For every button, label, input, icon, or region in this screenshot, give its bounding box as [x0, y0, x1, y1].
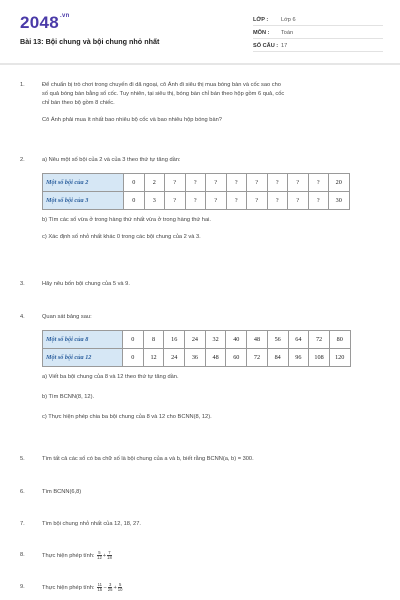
question-7	[20, 520, 380, 529]
table-cell: 48	[247, 331, 268, 349]
table-cell: 2	[144, 174, 165, 192]
operator: +	[102, 553, 107, 560]
table-cell: ?	[206, 192, 227, 210]
table-row	[43, 174, 350, 192]
question-text: Thực hiện phép tính:	[42, 585, 95, 592]
table-cell: 24	[185, 331, 206, 349]
fraction: $\frac{5}{12}$	[97, 550, 102, 561]
table-cell: 24	[164, 349, 185, 367]
table-cell: 0	[123, 349, 144, 367]
question-part: c) Thực hiện phép chia ba bội chung của 8 và 12 cho BCNN(8, 12).	[42, 414, 212, 420]
meta-value: Toán	[281, 30, 294, 36]
question-part: c) Xác định số nhỏ nhất khác 0 trong các bội chung của 2 và 3.	[42, 234, 201, 240]
table-cell: ?	[226, 174, 247, 192]
operator: +	[113, 585, 117, 592]
table-cell: 0	[124, 174, 145, 192]
table-cell: 80	[329, 331, 350, 349]
meta-label: LỚP :	[253, 17, 269, 23]
question-line: chỉ bán theo bộ gồm 8 chiếc.	[42, 100, 115, 106]
table-cell: ?	[247, 192, 268, 210]
question-1	[20, 81, 380, 125]
multiples-table-8-12	[42, 330, 351, 367]
table-cell: 84	[267, 349, 288, 367]
table-row	[43, 349, 351, 367]
table-cell: 64	[288, 331, 309, 349]
table-cell: 32	[205, 331, 226, 349]
table-cell: 120	[329, 349, 350, 367]
table-cell: 48	[205, 349, 226, 367]
question-text: Tìm bội chung nhỏ nhất của 12, 18, 27.	[42, 521, 141, 527]
meta-label: MÔN :	[253, 30, 270, 36]
fraction: $\frac{3}{25}$	[107, 582, 113, 593]
question-number: 6.	[20, 489, 25, 495]
question-text: Tìm tất cả các số có ba chữ số là bội chung của a và b, biết rằng BCNN(a, b) = 300.	[42, 456, 254, 462]
question-number: 4.	[20, 314, 25, 320]
table-cell: 0	[124, 192, 145, 210]
question-6	[20, 488, 380, 497]
question-4	[20, 313, 380, 422]
table-cell: ?	[288, 174, 309, 192]
table-cell: 3	[144, 192, 165, 210]
table-cell: ?	[267, 192, 288, 210]
header-divider	[0, 63, 400, 65]
question-part: b) Tìm các số vừa ở trong hàng thứ nhất vừa ở trong hàng thứ hai.	[42, 217, 211, 223]
row-header: Một số bội của 2	[43, 174, 124, 192]
question-8	[20, 551, 380, 561]
table-cell: 72	[309, 331, 330, 349]
table-cell: 40	[226, 331, 247, 349]
meta-label: SỐ CÂU :	[253, 43, 279, 49]
question-part: b) Tìm BCNN(8, 12).	[42, 394, 95, 400]
question-number: 7.	[20, 521, 25, 527]
question-line: số quả bóng bàn bằng số cốc. Tuy nhiên, tại siêu thị, bóng bàn chỉ bán theo hộp gồm 6 quả, cốc	[42, 91, 285, 97]
question-text: Tìm BCNN(6,8)	[42, 489, 82, 495]
question-3	[20, 280, 380, 289]
table-cell: 108	[309, 349, 330, 367]
table-cell: 30	[329, 192, 350, 210]
operator: −	[103, 585, 107, 592]
table-cell: 72	[247, 349, 268, 367]
question-number: 2.	[20, 157, 25, 163]
table-row	[43, 192, 350, 210]
meta-row-subject	[253, 29, 383, 39]
meta-value: Lớp 6	[281, 17, 296, 23]
question-prompt: Cô Ánh phải mua ít nhất bao nhiêu bộ cốc và bao nhiêu hộp bóng bàn?	[42, 117, 222, 123]
site-logo[interactable]	[20, 13, 70, 33]
fraction: $\frac{11}{15}$	[97, 582, 103, 593]
meta-row-grade	[253, 16, 383, 26]
table-cell: 56	[267, 331, 288, 349]
table-cell: ?	[247, 174, 268, 192]
table-cell: 20	[329, 174, 350, 192]
table-cell: 16	[164, 331, 185, 349]
table-cell: 96	[288, 349, 309, 367]
table-cell: ?	[308, 192, 329, 210]
meta-row-count	[253, 42, 383, 52]
table-cell: 8	[143, 331, 164, 349]
question-number: 3.	[20, 281, 25, 287]
lesson-title: Bài 13: Bội chung và bội chung nhỏ nhất	[20, 37, 160, 46]
table-cell: ?	[165, 192, 186, 210]
question-9	[20, 583, 380, 593]
question-number: 9.	[20, 584, 25, 590]
row-header: Một số bội của 12	[43, 349, 123, 367]
meta-value: 17	[281, 43, 288, 49]
question-number: 1.	[20, 82, 25, 88]
question-line: Để chuẩn bị trò chơi trong chuyến đi dã ngoại, cô Ánh đi siêu thị mua bóng bàn và cốc sao cho	[42, 82, 281, 88]
table-cell: ?	[288, 192, 309, 210]
table-cell: ?	[267, 174, 288, 192]
table-cell: ?	[308, 174, 329, 192]
question-number: 5.	[20, 456, 25, 462]
multiples-table-2-3	[42, 173, 350, 210]
fraction: $\frac{5}{10}$	[117, 582, 123, 593]
question-intro: Quan sát bảng sau:	[42, 314, 92, 320]
question-intro: a) Nêu một số bội của 2 và của 3 theo thứ tự tăng dần:	[42, 157, 181, 163]
table-cell: ?	[165, 174, 186, 192]
table-cell: ?	[206, 174, 227, 192]
table-cell: 36	[185, 349, 206, 367]
table-row	[43, 331, 351, 349]
worksheet-meta	[253, 16, 383, 55]
question-2	[20, 156, 380, 242]
table-cell: 0	[123, 331, 144, 349]
table-cell: 12	[143, 349, 164, 367]
table-cell: ?	[226, 192, 247, 210]
table-cell: ?	[185, 192, 206, 210]
question-text: Hãy nêu bốn bội chung của 5 và 9.	[42, 281, 130, 287]
question-number: 8.	[20, 552, 25, 558]
row-header: Một số bội của 3	[43, 192, 124, 210]
row-header: Một số bội của 8	[43, 331, 123, 349]
logo-text: 2048	[20, 13, 60, 32]
question-5	[20, 455, 380, 464]
question-part: a) Viết ba bội chung của 8 và 12 theo thứ tự tăng dần.	[42, 374, 179, 380]
table-cell: 60	[226, 349, 247, 367]
logo-suffix: .vn	[60, 13, 70, 19]
table-cell: ?	[185, 174, 206, 192]
fraction: $\frac{7}{18}$	[107, 550, 112, 561]
question-text: Thực hiện phép tính:	[42, 553, 95, 560]
